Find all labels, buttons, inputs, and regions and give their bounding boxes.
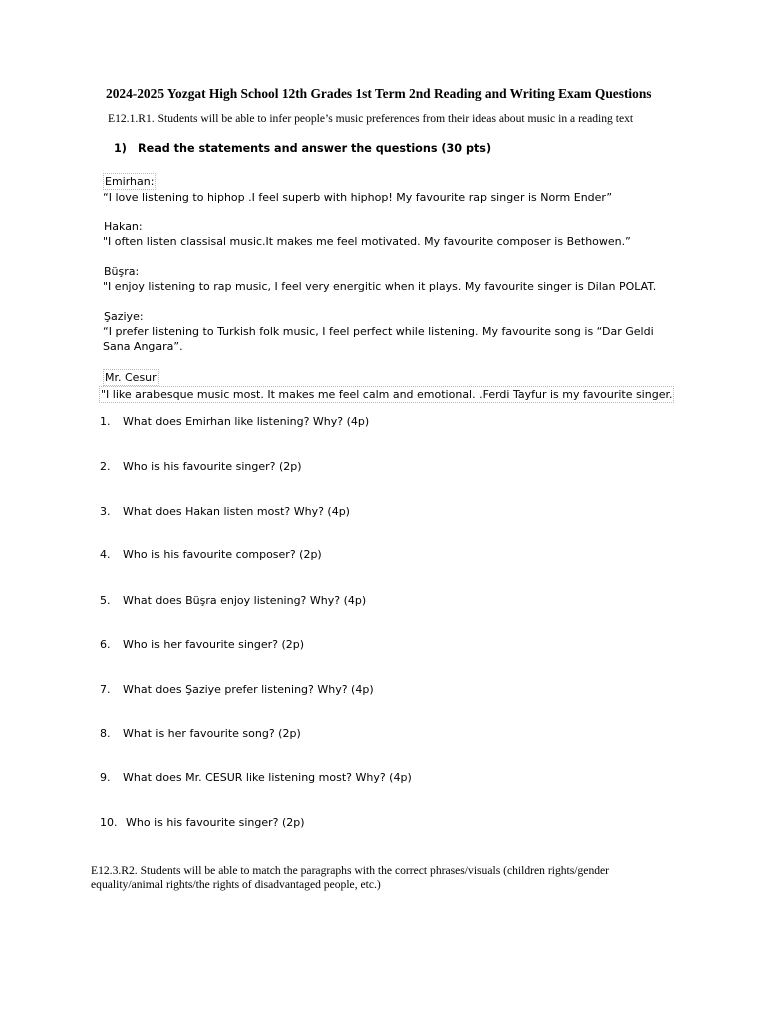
question-item — [100, 548, 322, 561]
question-text: What does Hakan listen most? Why? (4p) — [123, 505, 350, 518]
question-item — [100, 816, 305, 829]
statement-hakan — [103, 219, 678, 249]
question-text: What does Büşra enjoy listening? Why? (4p) — [123, 594, 367, 607]
question-text: Who is his favourite composer? (2p) — [123, 548, 322, 561]
question-text: Who is his favourite singer? (2p) — [126, 816, 305, 829]
question-item — [100, 505, 350, 518]
question-text: Who is his favourite singer? (2p) — [123, 460, 302, 473]
statement-quote: "I often listen classisal music.It makes me feel motivated. My favourite composer is Bethowen.” — [103, 235, 631, 249]
statement-saziye — [103, 309, 678, 355]
question-text: What is her favourite song? (2p) — [123, 727, 301, 740]
question-number: 7. — [100, 683, 111, 696]
question-item — [100, 771, 412, 784]
question-number: 2. — [100, 460, 111, 473]
question-item — [100, 683, 374, 696]
statement-quote: “I love listening to hiphop .I feel superb with hiphop! My favourite rap singer is Norm Ender” — [103, 191, 613, 205]
question-number: 1. — [100, 415, 111, 428]
section-1-heading — [114, 142, 491, 155]
statement-speaker: Şaziye: — [104, 310, 144, 323]
question-number: 6. — [100, 638, 111, 651]
question-number: 9. — [100, 771, 111, 784]
section-1-instruction: Read the statements and answer the questions (30 pts) — [138, 142, 492, 155]
statement-quote: “I prefer listening to Turkish folk music, I feel perfect while listening. My favourite song is “Dar Geldi Sana Angara”. — [103, 325, 654, 354]
statement-mr-cesur — [103, 369, 678, 403]
question-text: Who is her favourite singer? (2p) — [123, 638, 305, 651]
statement-emirhan — [103, 173, 678, 205]
statement-busra — [103, 264, 678, 294]
question-item — [100, 594, 366, 607]
statement-speaker: Emirhan: — [103, 173, 156, 190]
question-text: What does Şaziye prefer listening? Why? (4p) — [123, 683, 374, 696]
question-number: 4. — [100, 548, 111, 561]
question-number: 3. — [100, 505, 111, 518]
statement-speaker: Mr. Cesur — [103, 369, 159, 386]
section-1-number: 1) — [114, 142, 127, 155]
question-item — [100, 727, 301, 740]
learning-objective-2: E12.3.R2. Students will be able to match the paragraphs with the correct phrases/visuals (children rights/gender equality/animal rights/the rights of disadvantaged people, etc.) — [91, 864, 610, 891]
statement-speaker: Büşra: — [104, 265, 140, 278]
statement-quote: "I like arabesque music most. It makes me feel calm and emotional. .Ferdi Tayfur is my favourite singer. — [99, 386, 674, 403]
question-text: What does Emirhan like listening? Why? (4p) — [123, 415, 370, 428]
statement-speaker: Hakan: — [104, 220, 143, 233]
learning-objective-1: E12.1.R1. Students will be able to infer people’s music preferences from their ideas about music in a reading text — [108, 112, 634, 125]
question-item — [100, 460, 302, 473]
question-text: What does Mr. CESUR like listening most? Why? (4p) — [123, 771, 412, 784]
question-number: 5. — [100, 594, 111, 607]
question-number: 10. — [100, 816, 118, 829]
statement-quote: "I enjoy listening to rap music, I feel very energitic when it plays. My favourite singer is Dilan POLAT. — [103, 280, 657, 294]
question-item — [100, 638, 304, 651]
question-number: 8. — [100, 727, 111, 740]
question-item — [100, 415, 369, 428]
exam-title: 2024-2025 Yozgat High School 12th Grades 1st Term 2nd Reading and Writing Exam Questions — [106, 86, 652, 101]
